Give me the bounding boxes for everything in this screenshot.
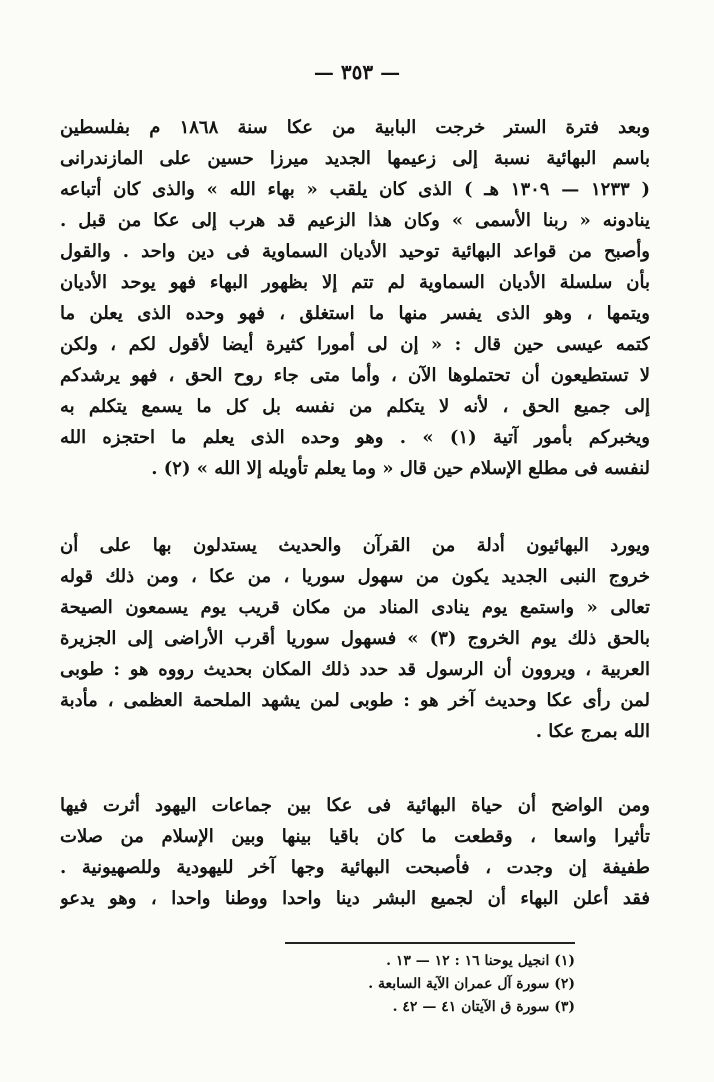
text-line: لنفسه فى مطلع الإسلام حين قال « وما يعلم تأويله إلا الله » (٢) . — [151, 458, 650, 479]
paragraph-2 — [60, 530, 650, 747]
text-line: باسم البهائية نسبة إلى زعيمها الجديد ميرزا حسين على المازندرانى — [60, 148, 650, 169]
text-line: تعالى « واستمع يوم ينادى المناد من مكان قريب يوم يسمعون الصيحة — [60, 597, 650, 618]
text-line: ويخبركم بأمور آتية (١) » . وهو وحده الذى يعلم ما احتجزه الله — [60, 427, 650, 448]
text-line: تأثيرا واسعا ، وقطعت ما كان باقيا بينها وبين الإسلام من صلات — [60, 826, 650, 847]
text-line: لمن رأى عكا وحديث آخر هو : طوبى لمن يشهد الملحمة العظمى ، مأدبة — [60, 690, 650, 711]
text-line: ويتمها ، وهو الذى يفسر منها ما استغلق ، فهو وحده الذى يعلن ما — [60, 303, 650, 324]
text-line: ويورد البهائيون أدلة من القرآن والحديث يستدلون بها على أن — [60, 535, 650, 556]
footnotes — [285, 950, 575, 1019]
text-line: خروج النبى الجديد يكون من سهول سوريا ، من عكا ، ومن ذلك قوله — [60, 566, 650, 587]
text-line: ومن الواضح أن حياة البهائية فى عكا بين جماعات اليهود أثرت فيها — [60, 795, 650, 816]
text-line: الله بمرج عكا . — [535, 721, 650, 742]
paragraph-3 — [60, 790, 650, 914]
footnote-divider — [285, 942, 575, 944]
page-number: — ٣٥٣ — — [313, 60, 401, 84]
text-line: ينادونه « ربنا الأسمى » وكان هذا الزعيم قد هرب إلى عكا من قبل . — [60, 210, 650, 231]
paragraph-1 — [60, 112, 650, 484]
text-line: كتمه عيسى حين قال : « إن لى أمورا كثيرة أيضا لأقول لكم ، ولكن — [60, 334, 650, 355]
text-line: بأن سلسلة الأديان السماوية لم تتم إلا بظهور البهاء فهو يوحد الأديان — [60, 272, 650, 293]
text-line: ( ١٢٣٣ — ١٣٠٩ هـ ) الذى كان يلقب « بهاء الله » والذى كان أتباعه — [60, 179, 650, 200]
text-line: إلى جميع الحق ، لأنه لا يتكلم من نفسه بل كل ما يسمع يتكلم به — [60, 396, 650, 417]
text-line: بالحق ذلك يوم الخروج (٣) » فسهول سوريا أقرب الأراضى إلى الجزيرة — [60, 628, 650, 649]
text-line: طفيفة إن وجدت ، فأصبحت البهائية وجها آخر لليهودية وللصهيونية . — [60, 857, 650, 878]
text-line: وأصبح من قواعد البهائية توحيد الأديان السماوية فى دين واحد . والقول — [60, 241, 650, 262]
footnote-3: (٣) سورة ق الآيتان ٤١ — ٤٢ . — [392, 999, 575, 1015]
footnote-1: (١) انجيل يوحنا ١٦ : ١٢ — ١٣ . — [386, 953, 575, 969]
text-line: لا تستطيعون أن تحتملوها الآن ، وأما متى جاء روح الحق ، فهو يرشدكم — [60, 365, 650, 386]
text-line: وبعد فترة الستر خرجت البابية من عكا سنة ١٨٦٨ م بفلسطين — [60, 117, 650, 138]
footnote-2: (٢) سورة آل عمران الآية السابعة . — [368, 976, 575, 992]
text-line: العربية ، ويروون أن الرسول قد حدد ذلك المكان بحديث رووه هو : طوبى — [60, 659, 650, 680]
text-line: فقد أعلن البهاء أن لجميع البشر دينا واحدا ووطنا واحدا ، وهو يدعو — [60, 888, 650, 909]
